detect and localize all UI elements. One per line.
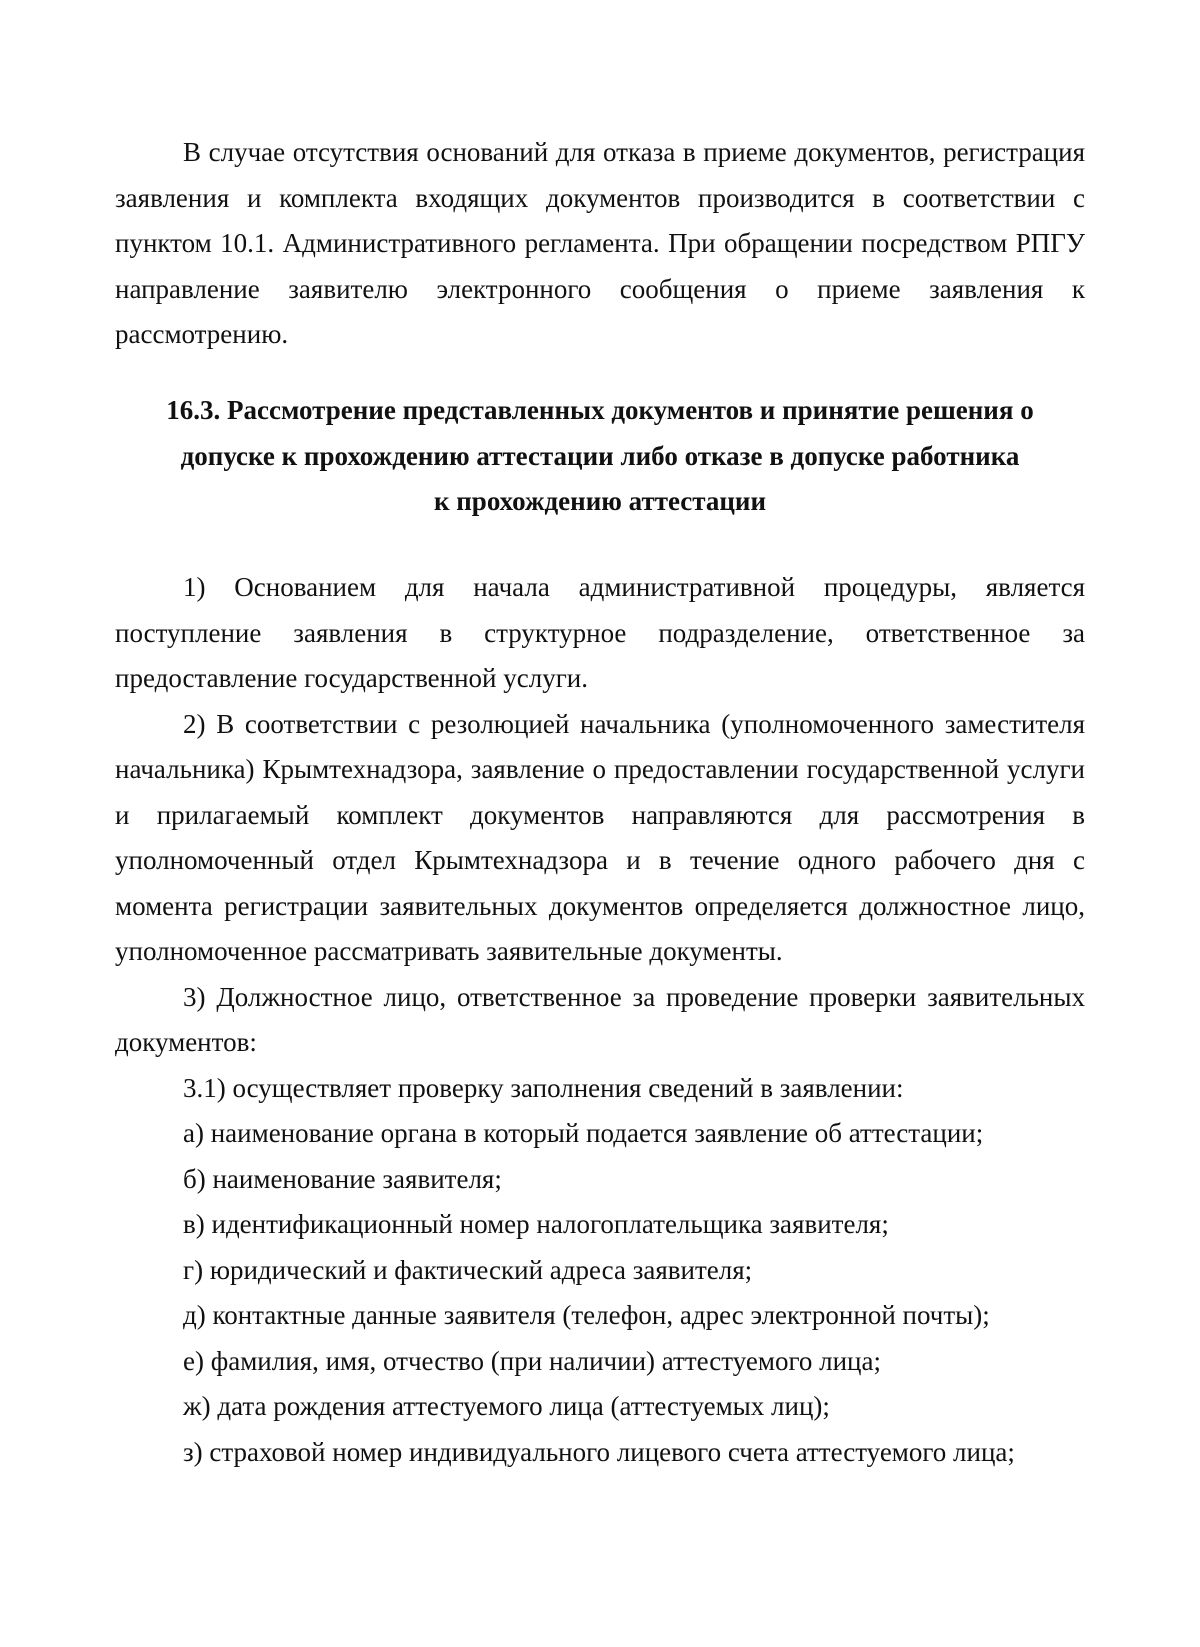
list-item-z: з) страховой номер индивидуального лицевого счета аттестуемого лица; [183,1436,1015,1467]
paragraph-3: 3) Должностное лицо, ответственное за проведение проверки заявительных документов: [115,981,1085,1057]
paragraph-3-1: 3.1) осуществляет проверку заполнения сведений в заявлении: [183,1072,904,1103]
list-item-d: д) контактные данные заявителя (телефон, адрес электронной почты); [183,1300,990,1330]
list-item-g: г) юридический и фактический адреса заявителя; [183,1254,753,1285]
intro-paragraph: В случае отсутствия оснований для отказа в приеме документов, регистрация заявления и комплекта входящих документов производится в соответствии с пунктом 10.1. Административного регламента. При обращении посредством РПГУ направление заявителю электронного сообщения о приеме заявления к рассмотрению. [115,137,1085,349]
section-heading-line-1: 16.3. Рассмотрение представленных документов и принятие решения о [166,395,1034,425]
intro-block [115,130,1085,358]
list-item-e: е) фамилия, имя, отчество (при наличии) аттестуемого лица; [183,1345,881,1376]
section-body [115,565,1085,1475]
section-heading [115,388,1085,525]
list-item-zh: ж) дата рождения аттестуемого лица (аттестуемых лиц); [183,1391,830,1421]
list-item-b: б) наименование заявителя; [183,1163,502,1194]
section-heading-line-2: допуске к прохождению аттестации либо отказе в допуске работника [180,440,1020,471]
paragraph-1: 1) Основанием для начала административной процедуры, является поступление заявления в структурное подразделение, ответственное за предоставление государственной услуги. [115,572,1085,693]
list-item-v: в) идентификационный номер налогоплательщика заявителя; [183,1209,889,1239]
section-heading-line-3: к прохождению аттестации [433,486,767,516]
list-item-a: а) наименование органа в который подается заявление об аттестации; [183,1118,984,1148]
paragraph-2: 2) В соответствии с резолюцией начальника (уполномоченного заместителя начальника) Крымтехнадзора, заявление о предоставлении государственной услуги и прилагаемый комплект документов направляются для рассмотрения в уполномоченный отдел Крымтехнадзора и в течение одного рабочего дня с момента регистрации заявительных документов определяется должностное лицо, уполномоченное рассматривать заявительные документы. [115,708,1085,966]
